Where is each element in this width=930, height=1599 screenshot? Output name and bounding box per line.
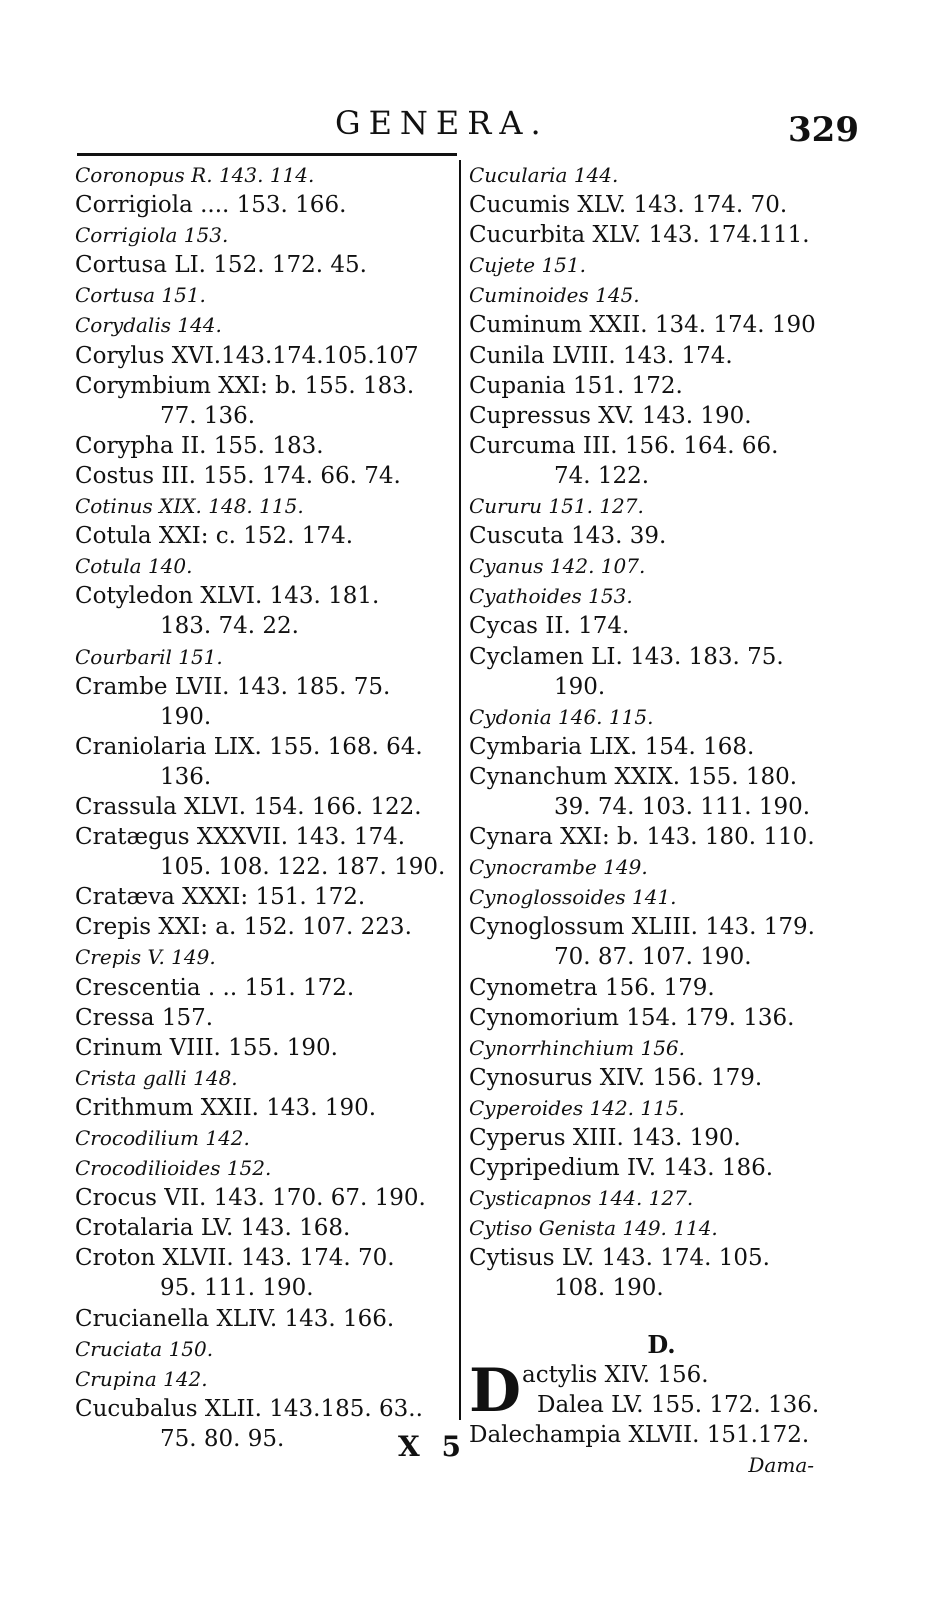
index-entry: Cotyledon XLVI. 143. 181. (75, 583, 380, 610)
index-entry: Cortusa 151. (75, 283, 206, 308)
index-entry: Crescentia . .. 151. 172. (75, 974, 355, 1001)
index-entry: Cytiso Genista 149. 114. (469, 1216, 718, 1241)
right-column (469, 160, 854, 1480)
index-entry: Cynoglossoides 141. (469, 885, 677, 910)
header-rule (77, 153, 457, 156)
index-entry: Crassula XLVI. 154. 166. 122. (75, 793, 422, 820)
drop-cap: D (469, 1355, 522, 1426)
index-entry: Cucubalus XLII. 143.185. 63.. (75, 1395, 423, 1422)
index-entry: Cytisus LV. 143. 174. 105. (469, 1245, 770, 1272)
index-entry: Cysticapnos 144. 127. (469, 1186, 694, 1211)
index-entry: 136. (160, 763, 212, 790)
column-divider (459, 160, 461, 1420)
index-entry: Cotinus XIX. 148. 115. (75, 494, 304, 519)
index-entry: Crambe LVII. 143. 185. 75. (75, 673, 391, 700)
index-entry: Cyanus 142. 107. (469, 554, 646, 579)
index-entry: Croton XLVII. 143. 174. 70. (75, 1245, 395, 1272)
index-entry: Cratæva XXXI: 151. 172. (75, 884, 366, 911)
index-entry: Cratægus XXXVII. 143. 174. (75, 824, 406, 851)
signature-mark: X 5 (398, 1430, 467, 1463)
index-entry: Cyperus XIII. 143. 190. (469, 1125, 741, 1151)
entry-dalea: Dalea LV. 155. 172. 136. (537, 1391, 820, 1418)
index-entry: Corrigiola 153. (75, 223, 229, 248)
left-column (75, 160, 460, 1454)
index-entry: Costus III. 155. 174. 66. 74. (75, 462, 401, 489)
index-entry: Crithmum XXII. 143. 190. (75, 1094, 377, 1121)
index-entry: 108. 190. (554, 1275, 664, 1302)
running-title: GENERA. (335, 104, 549, 142)
index-entry: Cynoglossum XLIII. 143. 179. (469, 914, 815, 941)
index-entry: Crocus VII. 143. 170. 67. 190. (75, 1185, 426, 1212)
index-entry: Cymbaria LIX. 154. 168. (469, 733, 755, 760)
index-entry: Cotula XXI: c. 152. 174. (75, 523, 354, 550)
index-entry: Crepis XXI: a. 152. 107. 223. (75, 914, 412, 941)
index-entry: Cruciata 150. (75, 1336, 214, 1361)
index-entry: Crucianella XLIV. 143. 166. (75, 1305, 395, 1332)
index-entry: Coronopus R. 143. 114. (75, 163, 315, 187)
index-entry: Cururu 151. 127. (469, 494, 644, 519)
index-entry: 75. 80. 95. (160, 1425, 285, 1452)
page-number: 329 (788, 110, 859, 150)
index-entry: 105. 108. 122. 187. 190. (160, 854, 446, 881)
section-heading-d: D. (647, 1329, 676, 1359)
index-entry: Cynorrhinchium 156. (469, 1035, 686, 1060)
index-entry: Cuscuta 143. 39. (469, 523, 667, 550)
right-entries (469, 160, 854, 1304)
index-entry: 183. 74. 22. (160, 613, 299, 640)
index-entry: Cyclamen LI. 143. 183. 75. (469, 643, 784, 670)
index-entry: Cuminum XXII. 134. 174. 190 (469, 312, 816, 339)
index-entry: Corrigiola .... 153. 166. (75, 192, 347, 219)
index-entry: Crocodilium 142. (75, 1126, 250, 1150)
index-entry: Cressa 157. (75, 1004, 214, 1031)
entry-dactylis: actylis XIV. 156. (522, 1361, 709, 1388)
index-entry: Cydonia 146. 115. (469, 704, 654, 729)
index-entry: Crista galli 148. (75, 1065, 238, 1090)
index-entry: Cucumis XLV. 143. 174. 70. (469, 192, 788, 219)
index-entry: Crocodilioides 152. (75, 1156, 272, 1181)
index-entry: Corydalis 144. (75, 313, 222, 338)
index-entry: Corypha II. 155. 183. (75, 432, 324, 459)
index-entry: Corymbium XXI: b. 155. 183. (75, 372, 415, 399)
index-entry: Cucurbita XLV. 143. 174.111. (469, 222, 810, 249)
index-entry: Courbaril 151. (75, 644, 223, 669)
index-entry: Corylus XVI.143.174.105.107 (75, 342, 419, 369)
index-entry: Cycas II. 174. (469, 613, 630, 640)
index-entry: 39. 74. 103. 111. 190. (554, 793, 811, 820)
index-entry: 77. 136. (160, 402, 256, 429)
index-entry: Cynara XXI: b. 143. 180. 110. (469, 824, 815, 851)
index-entry: Cunila LVIII. 143. 174. (469, 342, 733, 369)
index-entry: Cynomorium 154. 179. 136. (469, 1004, 795, 1031)
index-entry: Cucularia 144. (469, 163, 619, 187)
index-entry: Cynometra 156. 179. (469, 974, 715, 1001)
index-entry: Cyperoides 142. 115. (469, 1095, 685, 1120)
index-entry: Craniolaria LIX. 155. 168. 64. (75, 733, 423, 760)
index-entry: Crinum VIII. 155. 190. (75, 1034, 338, 1061)
index-entry: Crepis V. 149. (75, 945, 216, 970)
catchword: Dama- (748, 1452, 814, 1477)
index-entry: Crupina 142. (75, 1366, 208, 1391)
index-entry: 95. 111. 190. (160, 1275, 314, 1302)
index-entry: 70. 87. 107. 190. (554, 944, 752, 971)
entry-dalechampia: Dalechampia XLVII. 151.172. (469, 1421, 810, 1448)
index-entry: Cotula 140. (75, 554, 193, 579)
index-entry: Cupressus XV. 143. 190. (469, 402, 752, 429)
index-entry: 74. 122. (554, 462, 650, 489)
index-entry: Cuminoides 145. (469, 283, 640, 308)
index-entry: 190. (554, 673, 606, 700)
index-entry: Cupania 151. 172. (469, 372, 683, 399)
index-entry: 190. (160, 703, 212, 730)
index-entry: Crotalaria LV. 143. 168. (75, 1215, 351, 1242)
index-entry: Cypripedium IV. 143. 186. (469, 1155, 774, 1182)
index-entry: Cyathoides 153. (469, 584, 633, 609)
index-entry: Cynanchum XXIX. 155. 180. (469, 763, 798, 790)
index-entry: Curcuma III. 156. 164. 66. (469, 432, 779, 459)
index-entry: Cynosurus XIV. 156. 179. (469, 1064, 763, 1091)
index-entry: Cortusa LI. 152. 172. 45. (75, 252, 367, 279)
index-entry: Cynocrambe 149. (469, 855, 648, 880)
index-entry: Cujete 151. (469, 253, 586, 278)
